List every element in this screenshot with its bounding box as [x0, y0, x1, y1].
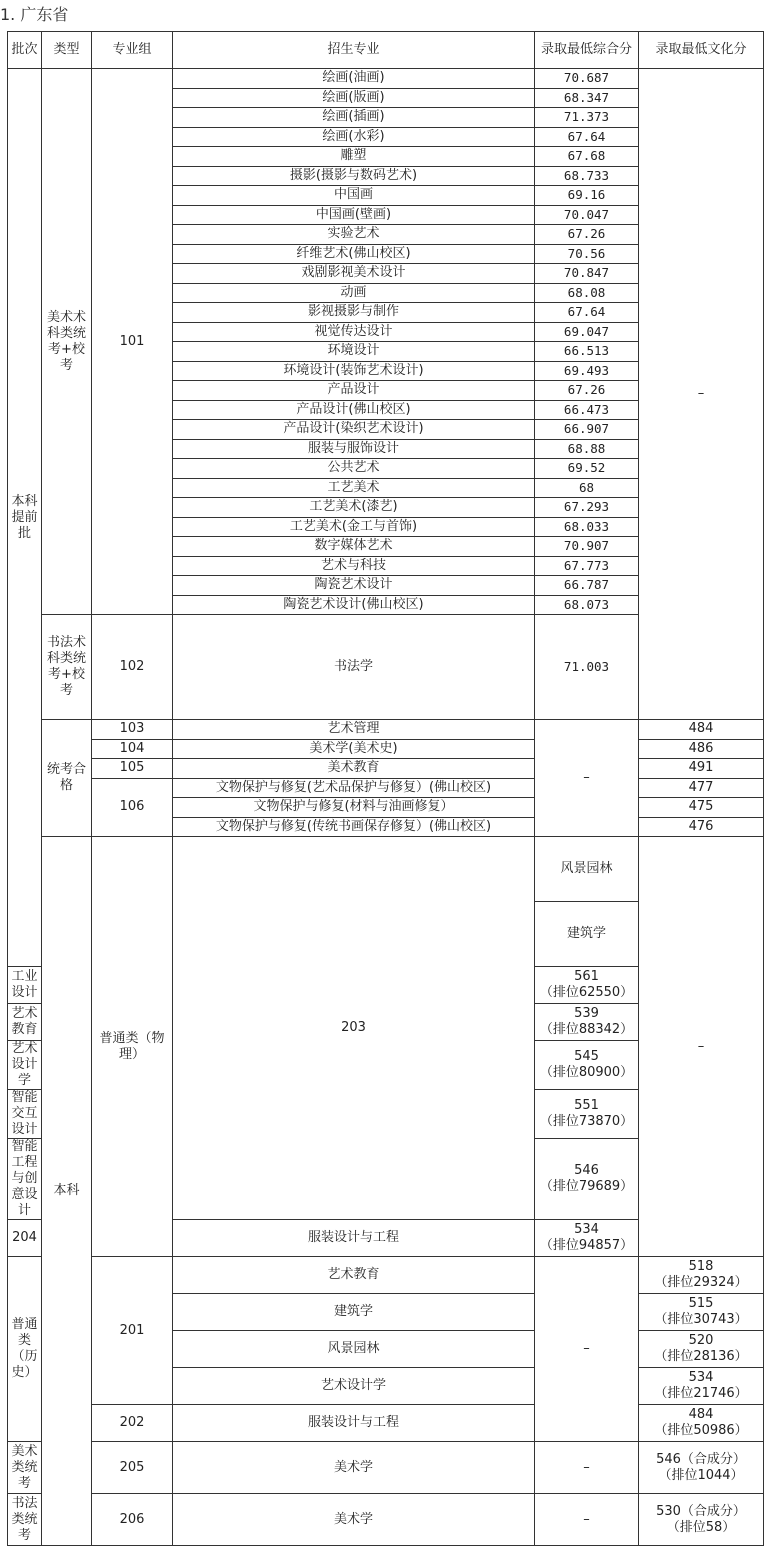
major-cell: 产品设计(佛山校区) — [173, 400, 535, 420]
culture-cell — [639, 1331, 764, 1368]
culture-cell — [535, 1090, 639, 1139]
score-cell: 66.513 — [535, 342, 639, 362]
culture-cell-rank: （排位58） — [666, 1519, 736, 1535]
admission-score-table — [7, 31, 764, 1546]
major-cell: 工艺美术 — [173, 478, 535, 498]
score-dash-205: – — [535, 1442, 639, 1494]
group-105: 105 — [92, 759, 173, 779]
culture-cell-score: 546（合成分） — [656, 1451, 746, 1467]
header-min-score: 录取最低综合分 — [535, 32, 639, 69]
culture-cell: 486 — [639, 739, 764, 759]
table-row — [8, 759, 764, 779]
score-cell: 69.16 — [535, 186, 639, 206]
group-103: 103 — [92, 720, 173, 740]
major-cell: 陶瓷艺术设计 — [173, 576, 535, 596]
major-cell: 实验艺术 — [173, 225, 535, 245]
score-cell: 66.473 — [535, 400, 639, 420]
major-cell: 绘画(版画) — [173, 88, 535, 108]
score-cell: 71.003 — [535, 615, 639, 720]
culture-cell-score: 515 — [688, 1296, 714, 1311]
major-cell: 摄影(摄影与数码艺术) — [173, 166, 535, 186]
score-cell: 68.88 — [535, 439, 639, 459]
score-dash-physics: – — [639, 837, 764, 1257]
major-cell: 工艺美术(漆艺) — [173, 498, 535, 518]
major-cell: 艺术管理 — [173, 720, 535, 740]
group-204: 204 — [8, 1220, 42, 1257]
score-cell: 69.52 — [535, 459, 639, 479]
group-202: 202 — [92, 1405, 173, 1442]
header-min-culture: 录取最低文化分 — [639, 32, 764, 69]
major-cell: 服装与服饰设计 — [173, 439, 535, 459]
group-102: 102 — [92, 615, 173, 720]
culture-cell-score: 539 — [574, 1006, 599, 1021]
score-dash-history: – — [535, 1257, 639, 1442]
culture-cell-rank: （排位80900） — [539, 1065, 634, 1080]
major-cell: 产品设计(染织艺术设计) — [173, 420, 535, 440]
major-cell: 影视摄影与制作 — [173, 303, 535, 323]
culture-cell-rank: （排位79689） — [539, 1179, 634, 1194]
group-201: 201 — [92, 1257, 173, 1405]
table-row — [8, 739, 764, 759]
culture-cell — [639, 1442, 764, 1494]
culture-cell — [639, 1405, 764, 1442]
culture-cell — [535, 1004, 639, 1041]
type-pass: 统考合格 — [42, 720, 92, 837]
type-fine-art: 美术术科类统考+校考 — [42, 69, 92, 615]
group-206: 206 — [92, 1494, 173, 1546]
table-row — [8, 720, 764, 740]
culture-cell — [535, 1139, 639, 1220]
culture-cell-rank: （排位88342） — [539, 1022, 634, 1037]
score-cell: 69.047 — [535, 322, 639, 342]
major-cell: 艺术教育 — [8, 1004, 42, 1041]
major-cell: 公共艺术 — [173, 459, 535, 479]
major-cell: 服装设计与工程 — [173, 1405, 535, 1442]
major-cell: 环境设计(装饰艺术设计) — [173, 361, 535, 381]
score-cell: 70.047 — [535, 205, 639, 225]
score-cell: 70.56 — [535, 244, 639, 264]
score-cell: 70.907 — [535, 537, 639, 557]
culture-cell — [639, 1368, 764, 1405]
culture-cell — [535, 967, 639, 1004]
major-cell: 美术学 — [173, 1494, 535, 1546]
section-heading: 1. 广东省 — [0, 5, 69, 24]
culture-cell — [639, 1494, 764, 1546]
group-104: 104 — [92, 739, 173, 759]
major-cell: 风景园林 — [535, 837, 639, 902]
major-cell: 文物保护与修复(材料与油画修复） — [173, 798, 535, 818]
score-cell: 66.787 — [535, 576, 639, 596]
major-cell: 环境设计 — [173, 342, 535, 362]
culture-cell-score: 546 — [574, 1163, 599, 1178]
culture-cell: 484 — [639, 720, 764, 740]
table-row — [8, 837, 764, 902]
culture-cell-rank: （排位21746） — [654, 1386, 748, 1401]
culture-cell-score: 530（合成分） — [656, 1503, 746, 1519]
culture-cell-rank: （排位50986） — [654, 1423, 748, 1438]
score-cell: 68 — [535, 478, 639, 498]
major-cell: 艺术设计学 — [8, 1041, 42, 1090]
major-cell: 艺术教育 — [173, 1257, 535, 1294]
type-calli-exam: 书法类统考 — [8, 1494, 42, 1546]
major-cell: 绘画(油画) — [173, 69, 535, 89]
culture-cell-score: 561 — [574, 969, 599, 984]
header-group: 专业组 — [92, 32, 173, 69]
major-cell: 视觉传达设计 — [173, 322, 535, 342]
major-cell: 建筑学 — [173, 1294, 535, 1331]
score-cell: 66.907 — [535, 420, 639, 440]
major-cell: 绘画(水彩) — [173, 127, 535, 147]
major-cell: 美术教育 — [173, 759, 535, 779]
header-row — [8, 32, 764, 69]
culture-cell: 475 — [639, 798, 764, 818]
score-cell: 67.68 — [535, 147, 639, 167]
score-cell: 67.773 — [535, 556, 639, 576]
culture-cell — [639, 1257, 764, 1294]
table-row — [8, 1405, 764, 1442]
score-cell: 70.847 — [535, 264, 639, 284]
culture-cell-rank: （排位73870） — [539, 1114, 634, 1129]
major-cell: 智能工程与创意设计 — [8, 1139, 42, 1220]
header-batch: 批次 — [8, 32, 42, 69]
culture-cell-rank: （排位29324） — [654, 1275, 748, 1290]
major-cell: 陶瓷艺术设计(佛山校区) — [173, 595, 535, 615]
culture-cell-score: 534 — [688, 1370, 714, 1385]
score-cell: 69.493 — [535, 361, 639, 381]
major-cell: 艺术与科技 — [173, 556, 535, 576]
major-cell: 文物保护与修复(艺术品保护与修复）(佛山校区) — [173, 778, 535, 798]
culture-cell: 476 — [639, 817, 764, 837]
culture-cell-rank: （排位1044） — [658, 1467, 744, 1483]
culture-dash-early: – — [639, 69, 764, 720]
score-cell: 67.293 — [535, 498, 639, 518]
score-cell: 71.373 — [535, 108, 639, 128]
culture-cell-score: 551 — [574, 1098, 599, 1113]
culture-cell-score: 520 — [688, 1333, 714, 1348]
table-row — [8, 1257, 764, 1294]
type-calligraphy: 书法术科类统考+校考 — [42, 615, 92, 720]
culture-cell — [535, 1220, 639, 1257]
batch-early: 本科提前批 — [8, 69, 42, 967]
score-cell: 68.033 — [535, 517, 639, 537]
group-203: 203 — [173, 837, 535, 1220]
culture-cell — [639, 1294, 764, 1331]
score-dash-206: – — [535, 1494, 639, 1546]
major-cell: 工艺美术(金工与首饰) — [173, 517, 535, 537]
major-cell: 工业设计 — [8, 967, 42, 1004]
major-cell: 风景园林 — [173, 1331, 535, 1368]
major-cell: 雕塑 — [173, 147, 535, 167]
score-cell: 68.733 — [535, 166, 639, 186]
table-row — [8, 1442, 764, 1494]
type-art-exam: 美术类统考 — [8, 1442, 42, 1494]
header-type: 类型 — [42, 32, 92, 69]
culture-cell-rank: （排位62550） — [539, 985, 634, 1000]
score-cell: 68.08 — [535, 283, 639, 303]
major-cell: 中国画(壁画) — [173, 205, 535, 225]
major-cell: 动画 — [173, 283, 535, 303]
major-cell: 智能交互设计 — [8, 1090, 42, 1139]
culture-cell-rank: （排位30743） — [654, 1312, 748, 1327]
group-106: 106 — [92, 778, 173, 837]
culture-cell-score: 518 — [688, 1259, 714, 1274]
major-cell: 服装设计与工程 — [173, 1220, 535, 1257]
culture-cell-score: 534 — [574, 1222, 599, 1237]
header-major: 招生专业 — [173, 32, 535, 69]
major-cell: 纤维艺术(佛山校区) — [173, 244, 535, 264]
major-cell: 书法学 — [173, 615, 535, 720]
score-cell: 67.26 — [535, 381, 639, 401]
major-cell: 戏剧影视美术设计 — [173, 264, 535, 284]
culture-cell-rank: （排位94857） — [539, 1238, 634, 1253]
major-cell: 美术学 — [173, 1442, 535, 1494]
culture-cell-score: 545 — [574, 1049, 599, 1064]
table-row — [8, 778, 764, 798]
score-cell: 68.347 — [535, 88, 639, 108]
major-cell: 艺术设计学 — [173, 1368, 535, 1405]
table-row — [8, 1494, 764, 1546]
major-cell: 建筑学 — [535, 902, 639, 967]
culture-cell-rank: （排位28136） — [654, 1349, 748, 1364]
culture-cell: 477 — [639, 778, 764, 798]
score-cell: 70.687 — [535, 69, 639, 89]
score-cell: 67.26 — [535, 225, 639, 245]
culture-cell: 491 — [639, 759, 764, 779]
table-row — [8, 69, 764, 89]
major-cell: 美术学(美术史) — [173, 739, 535, 759]
major-cell: 产品设计 — [173, 381, 535, 401]
score-cell: 67.64 — [535, 127, 639, 147]
score-dash-pass: – — [535, 720, 639, 837]
major-cell: 中国画 — [173, 186, 535, 206]
group-101: 101 — [92, 69, 173, 615]
type-history: 普通类（历史） — [8, 1257, 42, 1442]
major-cell: 文物保护与修复(传统书画保存修复）(佛山校区) — [173, 817, 535, 837]
batch-regular: 本科 — [42, 837, 92, 1546]
major-cell: 数字媒体艺术 — [173, 537, 535, 557]
score-cell: 67.64 — [535, 303, 639, 323]
culture-cell — [535, 1041, 639, 1090]
score-cell: 68.073 — [535, 595, 639, 615]
type-physics: 普通类（物理） — [92, 837, 173, 1257]
culture-cell-score: 484 — [688, 1407, 714, 1422]
group-205: 205 — [92, 1442, 173, 1494]
major-cell: 绘画(插画) — [173, 108, 535, 128]
